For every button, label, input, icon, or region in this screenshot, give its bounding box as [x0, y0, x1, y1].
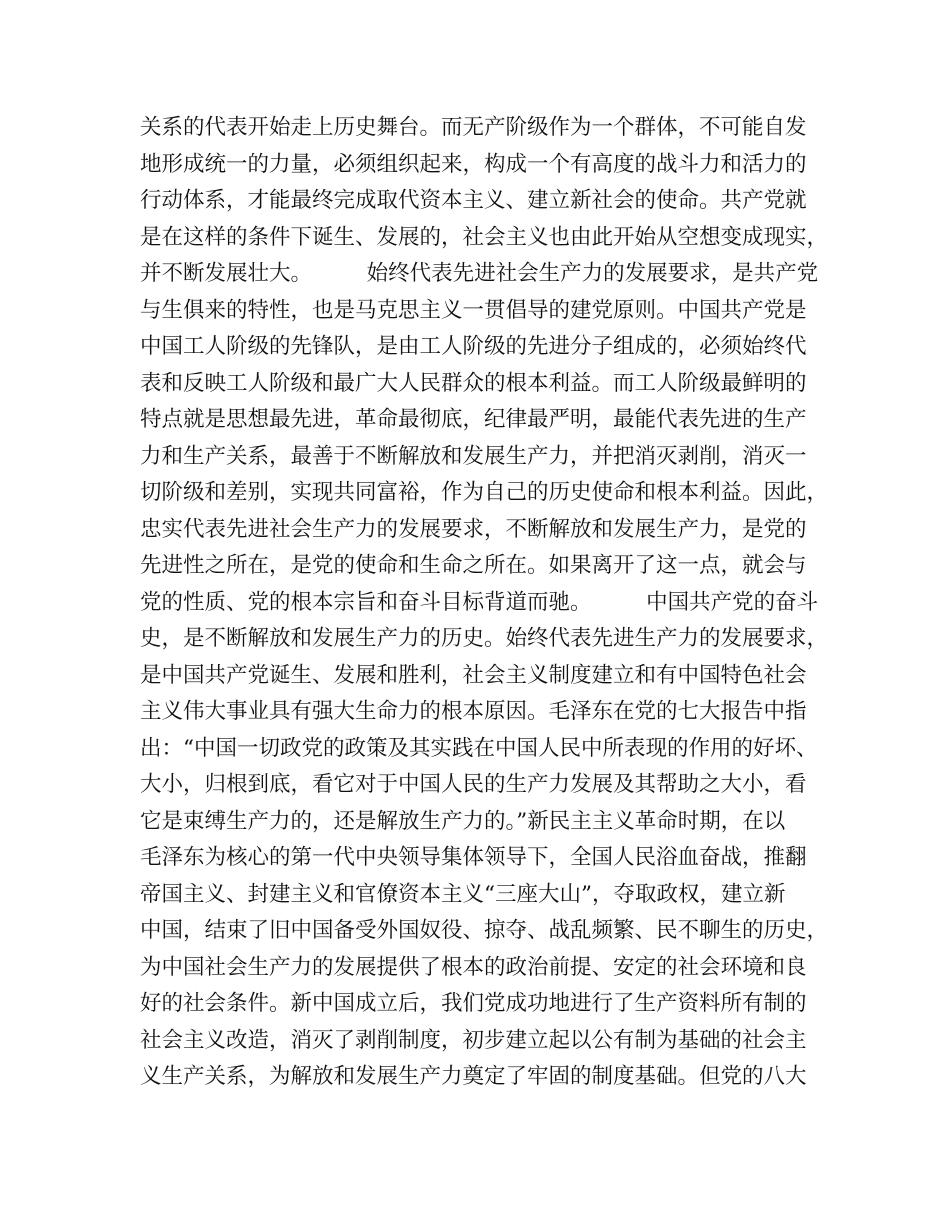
- text-line: 出：“中国一切政党的政策及其实践在中国人民中所表现的作用的好坏、: [140, 735, 818, 761]
- text-line: 特点就是思想最先进，革命最彻底，纪律最严明，最能代表先进的生产: [140, 407, 807, 432]
- text-line: 帝国主义、封建主义和官僚资本主义“三座大山”，夺取政权，建立新: [140, 881, 786, 907]
- body-text: [140, 110, 829, 1096]
- text-line: 大小，归根到底，看它对于中国人民的生产力发展及其帮助之大小，看: [140, 772, 807, 797]
- text-line: 行动体系，才能最终完成取代资本主义、建立新社会的使命。共产党就: [140, 188, 807, 213]
- text-line: 切阶级和差别，实现共同富裕，作为自己的历史使命和根本利益。因此，: [140, 480, 829, 505]
- text-line: 地形成统一的力量，必须组织起来，构成一个有高度的战斗力和活力的: [140, 151, 807, 177]
- text-line: 与生俱来的特性，也是马克思主义一贯倡导的建党原则。中国共产党是: [140, 297, 807, 323]
- text-line: 力和生产关系，最善于不断解放和发展生产力，并把消灭剥削，消灭一: [140, 443, 807, 469]
- text-line: 忠实代表先进社会生产力的发展要求，不断解放和发展生产力，是党的: [140, 516, 807, 542]
- text-line: 主义伟大事业具有强大生命力的根本原因。毛泽东在党的七大报告中指: [140, 699, 807, 724]
- text-line: 好的社会条件。新中国成立后，我们党成功地进行了生产资料所有制的: [140, 991, 807, 1016]
- text-line: 毛泽东为核心的第一代中央领导集体领导下，全国人民浴血奋战，推翻: [140, 845, 807, 870]
- text-line: 它是束缚生产力的，还是解放生产力的。”新民主主义革命时期，在以: [140, 808, 786, 834]
- text-line: 并不断发展壮大。 始终代表先进社会生产力的发展要求，是共产党: [140, 261, 819, 286]
- text-line: 表和反映工人阶级和最广大人民群众的根本利益。而工人阶级最鲜明的: [140, 370, 807, 396]
- text-line: 党的性质、党的根本宗旨和奋斗目标背道而驰。 中国共产党的奋斗: [140, 589, 819, 615]
- text-line: 为中国社会生产力的发展提供了根本的政治前提、安定的社会环境和良: [140, 954, 807, 980]
- text-line: 中国，结束了旧中国备受外国奴役、掠夺、战乱频繁、民不聊生的历史，: [140, 918, 829, 943]
- text-line: 义生产关系，为解放和发展生产力奠定了牢固的制度基础。但党的八大: [140, 1064, 807, 1089]
- text-line: 关系的代表开始走上历史舞台。而无产阶级作为一个群体，不可能自发: [140, 115, 807, 140]
- text-line: 先进性之所在，是党的使命和生命之所在。如果离开了这一点，就会与: [140, 553, 807, 578]
- text-line: 是在这样的条件下诞生、发展的，社会主义也由此开始从空想变成现实，: [140, 224, 829, 250]
- text-line: 社会主义改造，消灭了剥削制度，初步建立起以公有制为基础的社会主: [140, 1027, 807, 1053]
- text-line: 中国工人阶级的先锋队，是由工人阶级的先进分子组成的，必须始终代: [140, 334, 807, 359]
- text-line: 史，是不断解放和发展生产力的历史。始终代表先进生产力的发展要求，: [140, 626, 829, 651]
- text-line: 是中国共产党诞生、发展和胜利，社会主义制度建立和有中国特色社会: [140, 662, 807, 688]
